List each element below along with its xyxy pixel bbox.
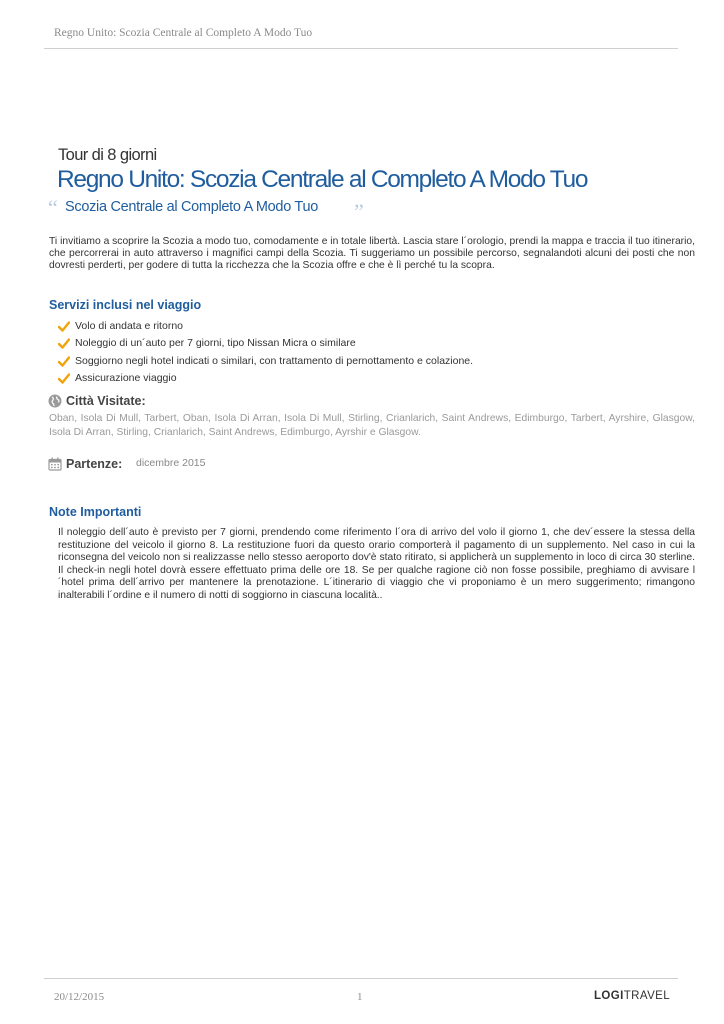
- logo-bold-part: LOGI: [594, 990, 624, 1002]
- service-label: Volo di andata e ritorno: [75, 320, 183, 332]
- running-header: Regno Unito: Scozia Centrale al Completo A Modo Tuo: [54, 27, 313, 39]
- check-icon: [58, 338, 70, 349]
- quote-text: Scozia Centrale al Completo A Modo Tuo: [65, 199, 318, 215]
- globe-icon: [48, 394, 62, 408]
- cities-list: Oban, Isola Di Mull, Tarbert, Oban, Isola Di Arran, Isola Di Mull, Stirling, Crianlarich, Saint Andrews, Edimburgo, Tarbert, Ayrshire, Glasgow, Isola Di Arran, Stirling, Crianlarich, Saint Andrews, Edimburgo, Ayrshir e Glasgow.: [49, 413, 695, 438]
- service-label: Assicurazione viaggio: [75, 371, 177, 384]
- departures-value: dicembre 2015: [136, 457, 206, 469]
- check-icon: [58, 356, 70, 367]
- footer-date: 20/12/2015: [54, 991, 105, 1003]
- close-quote-icon: ”: [354, 199, 364, 224]
- list-item: [58, 335, 473, 352]
- service-label: Soggiorno negli hotel indicati o similari, con trattamento di pernottamento e colazione.: [75, 354, 474, 367]
- check-icon: [58, 321, 70, 332]
- footer-divider: [44, 978, 678, 979]
- list-item: [58, 318, 473, 335]
- page-title: Regno Unito: Scozia Centrale al Completo A Modo Tuo: [57, 166, 588, 193]
- logitravel-logo: [594, 990, 670, 1002]
- services-title: Servizi inclusi nel viaggio: [49, 298, 202, 312]
- cities-label: Città Visitate:: [66, 394, 146, 408]
- calendar-icon: [48, 457, 62, 471]
- list-item: [58, 370, 473, 387]
- page-number: 1: [357, 991, 363, 1003]
- logo-light-part: TRAVEL: [623, 990, 671, 1002]
- notes-paragraph: Il noleggio dell´auto è previsto per 7 giorni, prendendo come riferimento l´ora di arrivo del volo il giorno 1, che dev´essere la stessa della restituzione del veicolo il giorno 8. La restituzione fuori da questo orario comporterà il pagamento di un supplemento. Nel caso in cui la riconsegna del veicolo non si realizzasse nello stesso aeroporto dov'è stato ritirato, si applicherà un supplemento in loco di circa 30 sterline. Il check-in negli hotel dovrà essere effettuato prima delle ore 18. Se per qualche ragione ciò non fosse possibile, preghiamo di avvisare l´hotel prima dell´arrivo per mantenere la prenotazione. L´itinerario di viaggio che vi proponiamo è un mero suggerimento; rimangono inalterabili l´ordine e il numero di notti di soggiorno in ciascuna località..: [58, 527, 695, 601]
- header-divider: [44, 48, 678, 49]
- open-quote-icon: “: [48, 195, 58, 220]
- service-label: Noleggio di un´auto per 7 giorni, tipo Nissan Micra o similare: [75, 337, 356, 350]
- departures-label: Partenze:: [66, 457, 123, 471]
- list-item: [58, 353, 473, 370]
- tour-duration: Tour di 8 giorni: [58, 146, 157, 164]
- check-icon: [58, 373, 70, 384]
- notes-title: Note Importanti: [49, 505, 142, 519]
- services-list: [58, 318, 473, 387]
- intro-paragraph: Ti invitiamo a scoprire la Scozia a modo tuo, comodamente e in totale libertà. Lascia stare l´orologio, prendi la mappa e traccia il tuo itinerario, che percorrerai in auto attraverso i magnifici campi della Scozia. Ti suggeriamo un possibile percorso, segnalandoti alcuni dei posti che non dovresti perderti, per godere di tutta la ricchezza che la Scozia offre e che è lì perché tu la scopra.: [49, 236, 695, 272]
